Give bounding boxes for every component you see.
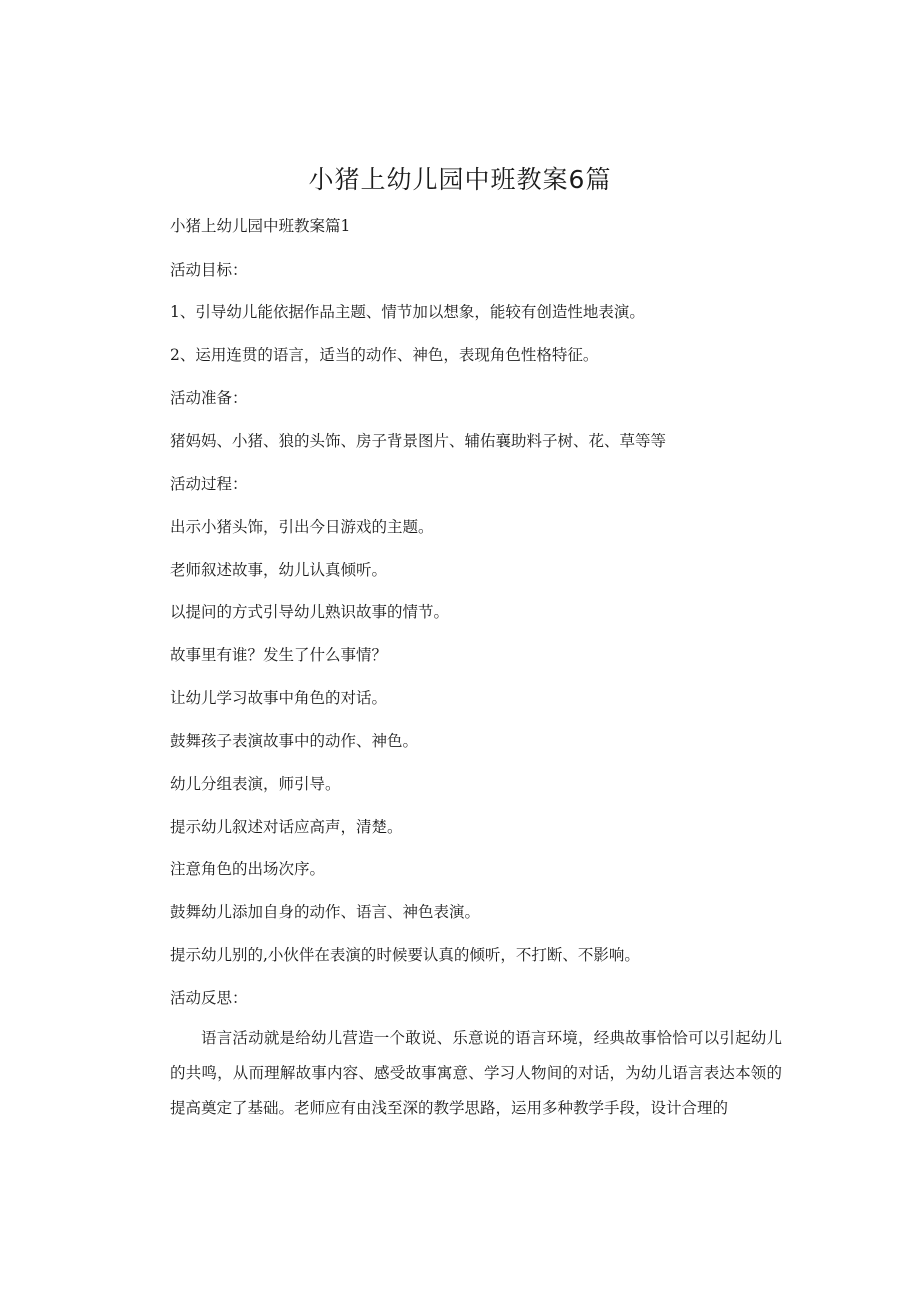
heading-activity-goals: 活动目标： xyxy=(170,261,248,279)
process-step: 注意角色的出场次序。 xyxy=(170,860,326,878)
heading-activity-process: 活动过程： xyxy=(170,475,248,493)
process-step: 老师叙述故事，幼儿认真倾听。 xyxy=(170,561,388,579)
goal-item-2: 2、运用连贯的语言，适当的动作、神色，表现角色性格特征。 xyxy=(170,346,599,364)
reflection-paragraph: 语言活动就是给幼儿营造一个敢说、乐意说的语言环境，经典故事恰恰可以引起幼儿的共鸣，从而理解故事内容、感受故事寓意、学习人物间的对话，为幼儿语言表达本领的提高奠定了基础。老师应有由浅至深的教学思路，运用多种教学手段，设计合理的 xyxy=(170,1029,782,1117)
process-step: 幼儿分组表演，师引导。 xyxy=(170,775,341,793)
preparation-materials: 猪妈妈、小猪、狼的头饰、房子背景图片、辅佑襄助料子树、花、草等等 xyxy=(170,432,667,450)
heading-activity-preparation: 活动准备： xyxy=(170,389,248,407)
process-step: 提示幼儿别的,小伙伴在表演的时候要认真的倾听，不打断、不影响。 xyxy=(170,946,640,964)
process-step: 出示小猪头饰，引出今日游戏的主题。 xyxy=(170,518,434,536)
goal-item-1: 1、引导幼儿能依据作品主题、情节加以想象，能较有创造性地表演。 xyxy=(170,303,645,321)
process-step: 鼓舞幼儿添加自身的动作、语言、神色表演。 xyxy=(170,903,481,921)
document-title: 小猪上幼儿园中班教案6篇 xyxy=(308,165,612,194)
process-step: 鼓舞孩子表演故事中的动作、神色。 xyxy=(170,732,419,750)
section-heading: 小猪上幼儿园中班教案篇1 xyxy=(170,217,351,235)
heading-activity-reflection: 活动反思： xyxy=(170,989,248,1007)
process-step: 故事里有谁？发生了什么事情？ xyxy=(170,646,388,664)
process-step: 以提问的方式引导幼儿熟识故事的情节。 xyxy=(170,603,450,621)
process-step: 让幼儿学习故事中角色的对话。 xyxy=(170,689,388,707)
process-step: 提示幼儿叙述对话应高声，清楚。 xyxy=(170,818,403,836)
